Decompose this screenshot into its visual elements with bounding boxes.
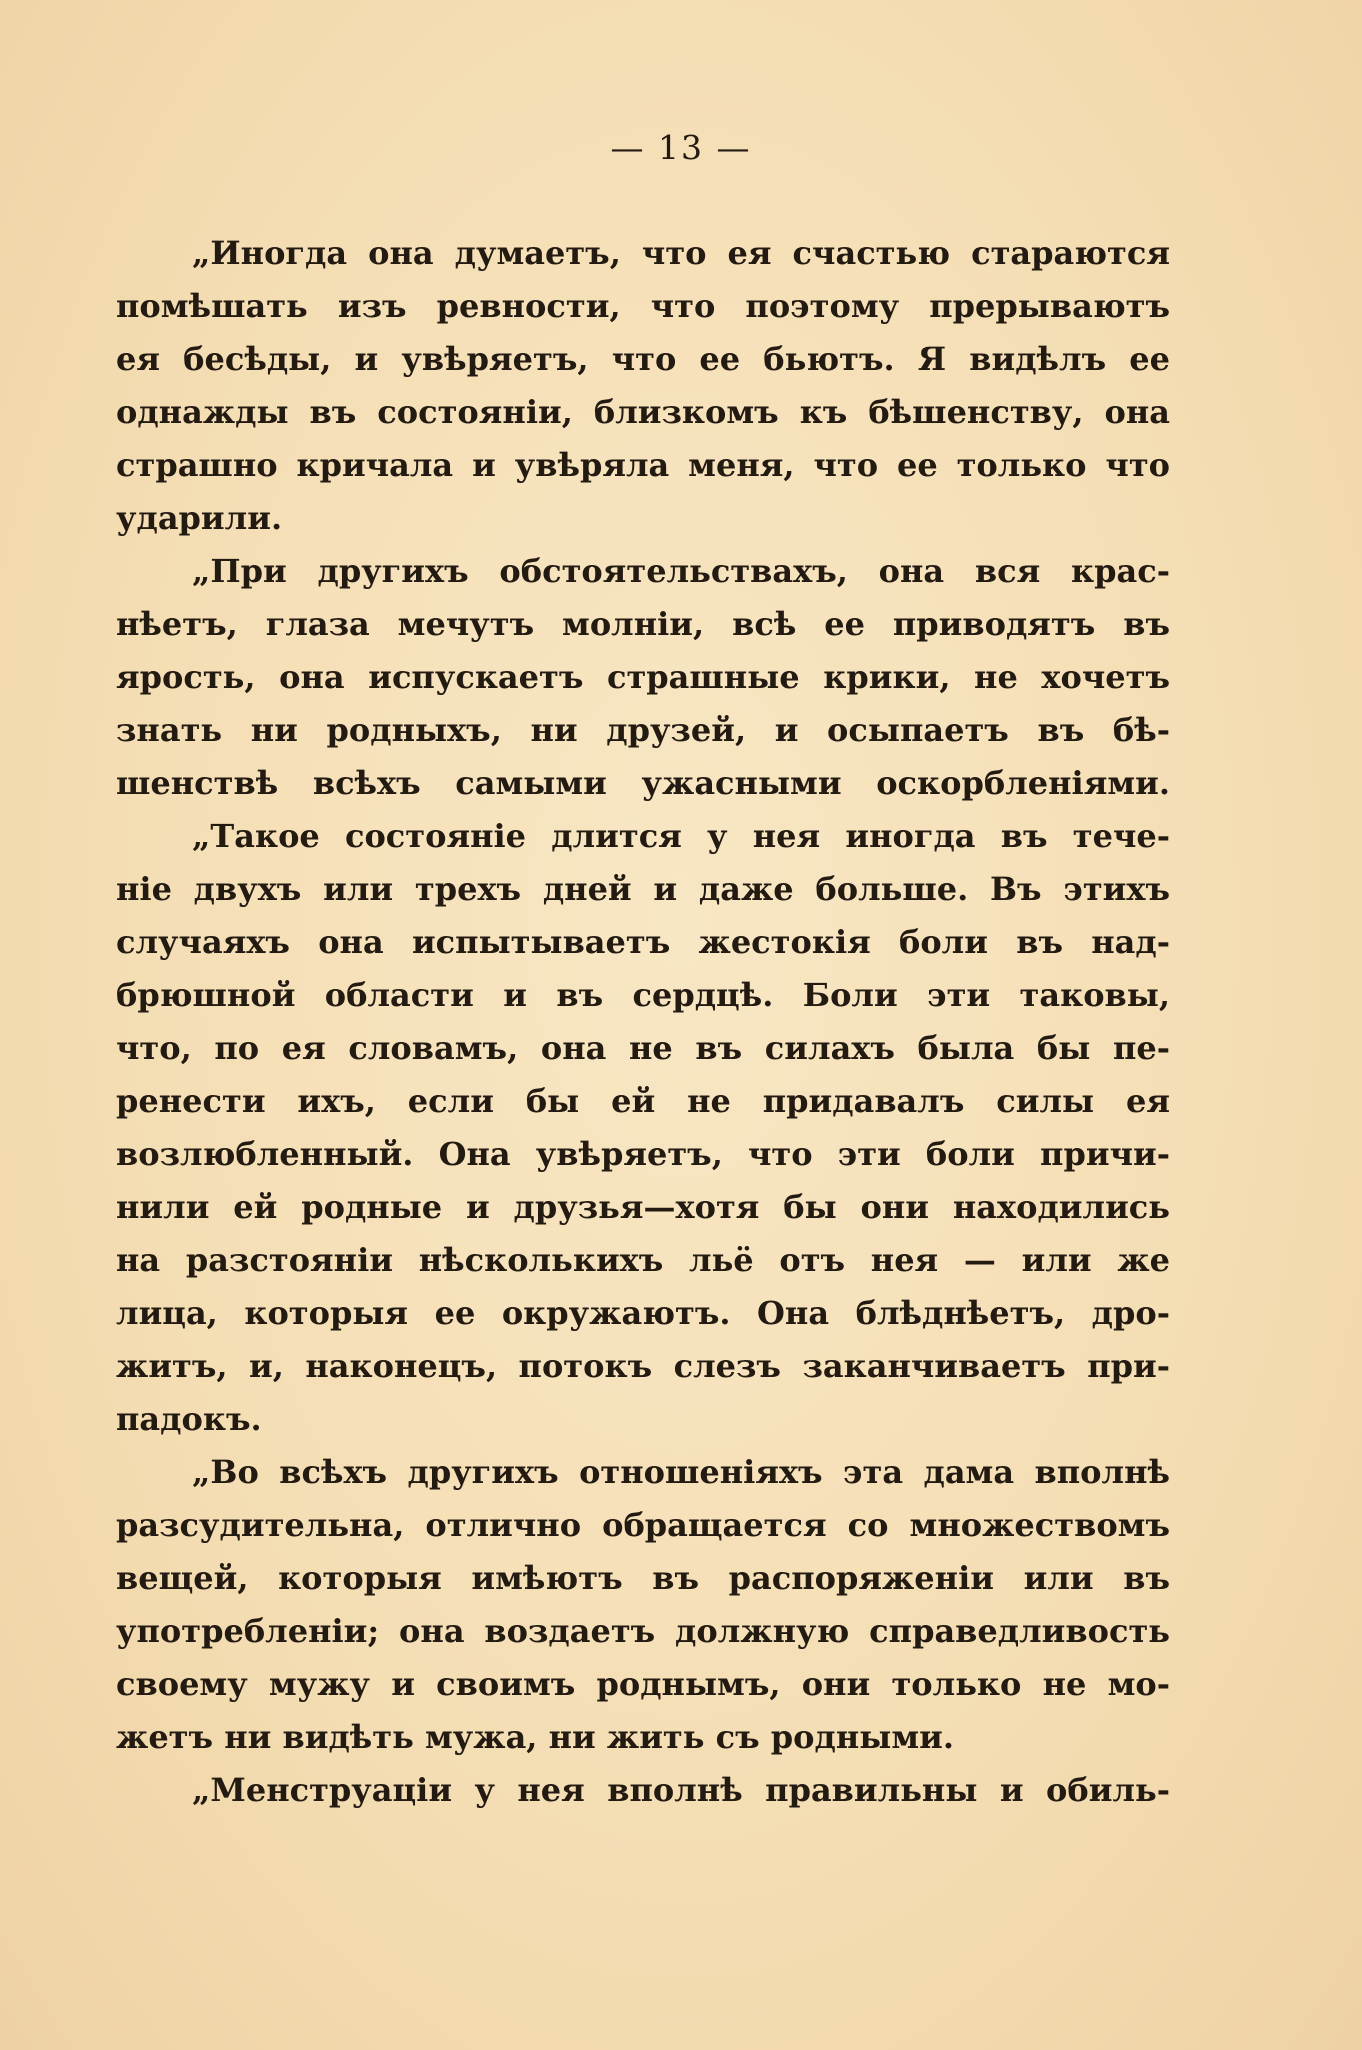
text-line: на разстояніи нѣсколькихъ льё отъ нея — или же xyxy=(116,1241,1170,1279)
text-line: ударили. xyxy=(116,499,283,537)
text-line: нили ей родные и друзья—хотя бы они находились xyxy=(116,1188,1170,1226)
text-line: „Такое состояніе длится у нея иногда въ тече- xyxy=(192,817,1170,855)
text-line: своему мужу и своимъ роднымъ, они только не мо- xyxy=(116,1665,1170,1703)
text-line: жетъ ни видѣть мужа, ни жить съ родными. xyxy=(116,1718,954,1756)
text-line: „Менструаціи у нея вполнѣ правильны и обиль- xyxy=(192,1771,1170,1809)
text-line: „При другихъ обстоятельствахъ, она вся крас- xyxy=(192,552,1170,590)
text-line: брюшной области и въ сердцѣ. Боли эти таковы, xyxy=(116,976,1170,1014)
text-line: вещей, которыя имѣютъ въ распоряженіи или въ xyxy=(116,1559,1170,1597)
text-line: лица, которыя ее окружаютъ. Она блѣднѣетъ, дро- xyxy=(116,1294,1170,1332)
text-line: случаяхъ она испытываетъ жестокія боли въ над- xyxy=(116,923,1170,961)
text-line: ея бесѣды, и увѣряетъ, что ее бьютъ. Я видѣлъ ее xyxy=(116,340,1170,378)
text-line: разсудительна, отлично обращается со множествомъ xyxy=(116,1506,1170,1544)
text-line: ніе двухъ или трехъ дней и даже больше. Въ этихъ xyxy=(116,870,1170,908)
text-line: ренести ихъ, если бы ей не придавалъ силы ея xyxy=(116,1082,1170,1120)
text-line: употребленіи; она воздаетъ должную справедливость xyxy=(116,1612,1170,1650)
text-line: однажды въ состояніи, близкомъ къ бѣшенству, она xyxy=(116,393,1170,431)
text-line: помѣшать изъ ревности, что поэтому прерываютъ xyxy=(116,287,1170,325)
body-text xyxy=(116,227,1170,1817)
text-line: ярость, она испускаетъ страшные крики, не хочетъ xyxy=(116,658,1170,696)
page-number: — 13 — xyxy=(610,128,752,167)
text-line: знать ни родныхъ, ни друзей, и осыпаетъ въ бѣ- xyxy=(116,711,1170,749)
text-line: нѣетъ, глаза мечутъ молніи, всѣ ее приводятъ въ xyxy=(116,605,1170,643)
text-line: страшно кричала и увѣряла меня, что ее только что xyxy=(116,446,1170,484)
text-line: падокъ. xyxy=(116,1400,262,1438)
text-line: „Иногда она думаетъ, что ея счастью стараются xyxy=(192,234,1170,272)
text-line: „Во всѣхъ другихъ отношеніяхъ эта дама вполнѣ xyxy=(192,1453,1170,1491)
text-line: житъ, и, наконецъ, потокъ слезъ заканчиваетъ при- xyxy=(116,1347,1170,1385)
text-line: шенствѣ всѣхъ самыми ужасными оскорбленіями. xyxy=(116,764,1170,802)
text-line: возлюбленный. Она увѣряетъ, что эти боли причи- xyxy=(116,1135,1170,1173)
text-line: что, по ея словамъ, она не въ силахъ была бы пе- xyxy=(116,1029,1170,1067)
